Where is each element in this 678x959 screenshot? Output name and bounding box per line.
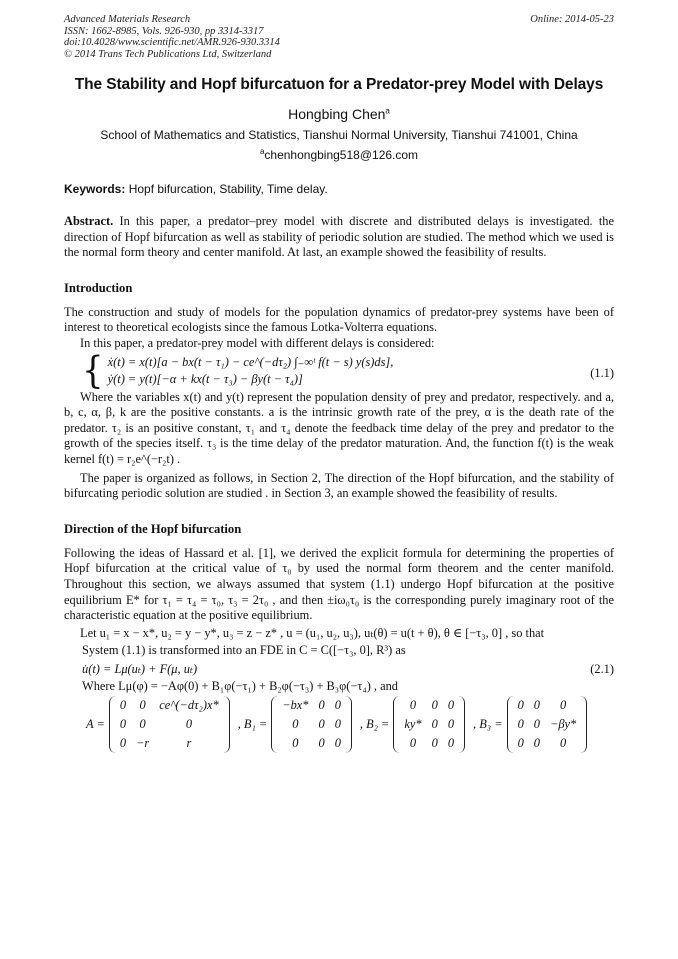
intro-paragraph-1: The construction and study of models for the population dynamics of predator-prey systems have been of interest to theoretical ecologists since the famous Lotka-Volterra equations. <box>64 304 614 335</box>
equation-number: (1.1) <box>590 365 614 380</box>
matrix-cell: ky* <box>404 717 422 732</box>
matrix-cell: 0 <box>409 736 417 751</box>
issn-line: ISSN: 1662-8985, Vols. 926-930, pp 3314-3317 <box>64 25 264 37</box>
matrix-a-label: A = <box>86 717 105 732</box>
matrix-cell: 0 <box>447 717 455 732</box>
email-line <box>64 148 614 162</box>
matrix-cell: 0 <box>559 736 567 751</box>
email-superscript: a <box>259 147 265 156</box>
section-heading-introduction: Introduction <box>64 280 133 295</box>
equation-brace: { <box>82 348 104 393</box>
matrix-b3-label: , B₃ = <box>473 717 503 732</box>
equation-line-prey: ẋ(t) = x(t)[a − bx(t − τ₁) − ce^(−dτ₂) ∫₋∞ᵗ f(t − s) y(s)ds], <box>107 354 394 369</box>
journal-name: Advanced Materials Research <box>64 14 191 25</box>
matrix-cell: 0 <box>292 717 299 732</box>
intro-paragraph-4: The paper is organized as follows, in Section 2, The direction of the Hopf bifurcation, and the stability of bifurcating periodic solution are studied . in Section 3, an example showed the feasibility of results. <box>64 470 614 501</box>
author-name: Hongbing Chen <box>288 106 386 122</box>
matrix-cell: 0 <box>318 717 325 732</box>
doi-line: doi:10.4028/www.scientific.net/AMR.926-930.3314 <box>64 37 280 48</box>
matrix-cell: 0 <box>431 736 438 751</box>
intro-paragraph-2: In this paper, a predator-prey model with different delays is considered: <box>80 335 435 350</box>
matrix-cell: 0 <box>447 698 455 713</box>
matrix-cell: 0 <box>447 736 455 751</box>
equation-system <box>82 348 614 393</box>
direction-paragraph-2: Let u₁ = x − x*, u₂ = y − y*, u₃ = z − z* , u = (u₁, u₂, u₃), uₜ(θ) = u(t + θ), θ ∈ [−τ₃, 0] , so that <box>80 625 545 640</box>
matrix-b3 <box>507 696 588 753</box>
journal-header <box>64 14 614 60</box>
matrix-cell: 0 <box>119 698 127 713</box>
equation-fde: u̇(t) = Lμ(uₜ) + F(μ, uₜ) <box>82 661 198 676</box>
abstract-text: In this paper, a predator–prey model with discrete and distributed delays is investigated. the direction of Hopf bifurcation as well as stability of periodic solution are studied. The method which we used is the normal form theory and center manifold. At last, an example showed the feasibility of results. <box>64 214 614 260</box>
matrix-cell: 0 <box>318 698 325 713</box>
matrix-cell: 0 <box>533 736 540 751</box>
abstract-label: Abstract. <box>64 214 114 228</box>
keywords-label: Keywords: <box>64 182 126 196</box>
equation-number: (2.1) <box>590 661 614 676</box>
matrix-cell: 0 <box>292 736 299 751</box>
matrix-cell: −βy* <box>549 717 577 732</box>
matrix-cell: 0 <box>334 717 341 732</box>
direction-paragraph-3: System (1.1) is transformed into an FDE in C = C([−τ₃, 0], R³) as <box>82 643 406 658</box>
online-date: Online: 2014-05-23 <box>530 14 614 25</box>
matrix-cell: −bx* <box>282 698 309 713</box>
matrix-cell: 0 <box>431 717 438 732</box>
matrix-cell: 0 <box>318 736 325 751</box>
equation-1-1 <box>64 348 614 393</box>
matrix-cell: r <box>186 736 192 751</box>
matrix-cell: 0 <box>334 736 341 751</box>
matrix-cell: ce^(−dτ₂)x* <box>159 698 219 713</box>
keywords-text: Hopf bifurcation, Stability, Time delay. <box>128 182 328 196</box>
section-heading-direction: Direction of the Hopf bifurcation <box>64 521 242 536</box>
matrix-b1 <box>271 696 352 753</box>
matrix-definitions <box>82 696 614 753</box>
matrix-b2-label: , B₂ = <box>359 717 390 732</box>
direction-paragraph-1: Following the ideas of Hassard et al. [1], we derived the explicit formula for determining the properties of Hopf bifurcation at the critical value of τ₀ by used the normal form theorem and the center manifold. Throughout this section, we always assumed that system (1.1) undergo Hopf bifurcation at the positive equilibrium E* for τ₁ = τ₄ = τ₀, τ₃ = 2τ₀ , and then ±iω₀τ₀ is the corresponding purely imaginary root of the characteristic equation at the positive equilibrium. <box>64 545 614 623</box>
abstract <box>64 214 614 261</box>
paper-title: The Stability and Hopf bifurcatuon for a Predator-prey Model with Delays <box>74 76 604 93</box>
matrix-cell: 0 <box>533 698 540 713</box>
paper-page <box>64 14 614 753</box>
matrix-b2 <box>393 696 465 753</box>
author-email[interactable]: chenhongbing518@126.com <box>264 148 419 162</box>
matrix-cell: 0 <box>334 698 341 713</box>
affiliation: School of Mathematics and Statistics, Tianshui Normal University, Tianshui 741001, China <box>100 128 578 142</box>
copyright-line: © 2014 Trans Tech Publications Ltd, Switzerland <box>64 48 272 60</box>
matrix-b1-label: , B₁ = <box>237 717 268 732</box>
matrix-a <box>109 696 230 753</box>
author-superscript: a <box>385 106 390 116</box>
matrix-cell: 0 <box>409 698 417 713</box>
equation-2-1 <box>82 661 614 677</box>
keywords <box>64 182 614 196</box>
intro-paragraph-3: Where the variables x(t) and y(t) represent the population density of prey and predator, respectively. and a, b, c, α, β, k are the positive constants. a is the intrinsic growth rate of the prey, α is the death rate of the predator. τ₂ is an positive constant, τ₁ and τ₄ denote the feedback time delay of the prey and predator to the growth of the species itself. τ₃ is the time delay of the predator maturation. And, the function f(t) is the weak kernel f(t) = r₂e^(−r₂t) . <box>64 389 614 466</box>
author-line <box>64 106 614 122</box>
matrix-cell: −r <box>136 736 150 751</box>
direction-paragraph-4: Where Lμ(φ) = −Aφ(0) + B₁φ(−τ₁) + B₂φ(−τ₃) + B₃φ(−τ₄) , and <box>82 678 399 693</box>
matrix-cell: 0 <box>139 698 146 713</box>
matrix-cell: 0 <box>559 698 567 713</box>
matrix-cell: 0 <box>119 736 127 751</box>
matrix-cell: 0 <box>119 717 127 732</box>
matrix-cell: 0 <box>139 717 146 732</box>
matrix-cell: 0 <box>185 717 193 732</box>
equation-line-predator: ẏ(t) = y(t)[−α + kx(t − τ₃) − βy(t − τ₄)] <box>107 371 303 386</box>
matrix-cell: 0 <box>431 698 438 713</box>
matrix-cell: 0 <box>517 736 524 751</box>
matrix-cell: 0 <box>533 717 540 732</box>
matrix-cell: 0 <box>517 717 524 732</box>
matrix-cell: 0 <box>517 698 524 713</box>
